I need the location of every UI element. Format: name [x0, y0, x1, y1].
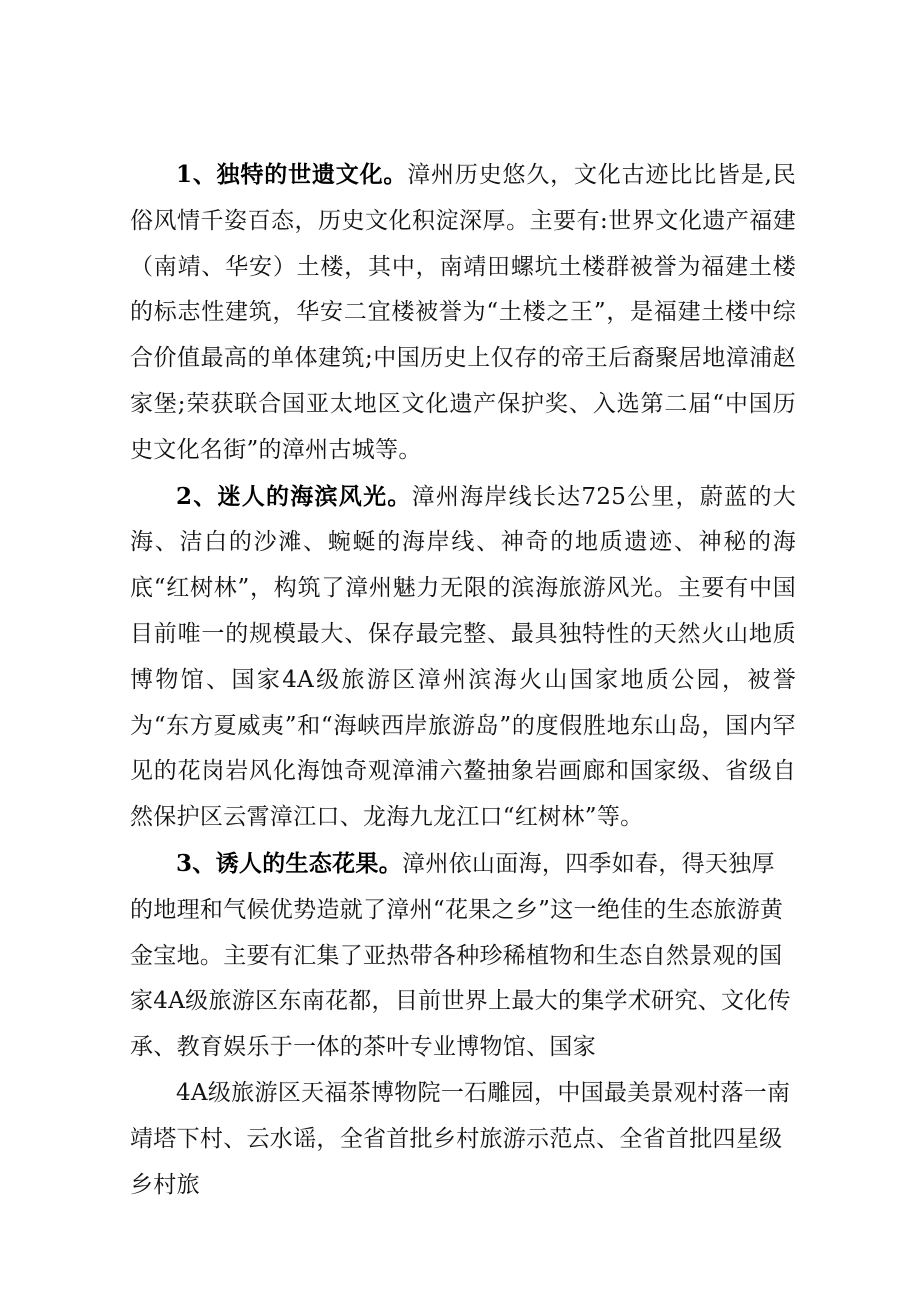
paragraph-coastal-scenery [130, 474, 796, 841]
paragraph-heading: 2、迷人的海滨风光。 [176, 482, 412, 510]
paragraph-text-continued: 4A级旅游区天福茶博物院一石雕园，中国最美景观村落一南靖塔下村、云水谣，全省首批乡村旅游示范点、全省首批四星级乡村旅 [130, 1079, 791, 1198]
paragraph-text: 漳州历史悠久，文化古迹比比皆是,民俗风情千姿百态，历史文化积淀深厚。主要有:世界文化遗产福建（南靖、华安）土楼，其中，南靖田螺坑土楼群被誉为福建土楼的标志性建筑，华安二宜楼被誉为“土楼之王”，是福建土楼中综合价值最高的单体建筑;中国历史上仅存的帝王后裔聚居地漳浦赵家堡;荣获联合国亚太地区文化遗产保护奖、入选第二届“中国历史文化名街”的漳州古城等。 [130, 162, 796, 463]
document-body [130, 152, 796, 1208]
paragraph-heading: 3、诱人的生态花果。 [176, 849, 403, 877]
paragraph-text: 漳州依山面海，四季如春，得天独厚的地理和气候优势造就了漳州“花果之乡”这一绝佳的生态旅游黄金宝地。主要有汇集了亚热带各种珍稀植物和生态自然景观的国家4A级旅游区东南花都，目前世界上最大的集学术研究、文化传承、教育娱乐于一体的茶叶专业博物馆、国家 [130, 850, 791, 1061]
paragraph-text: 漳州海岸线长达725公里，蔚蓝的大海、洁白的沙滩、蜿蜒的海岸线、神奇的地质遗迹、神秘的海底“红树林”，构筑了漳州魅力无限的滨海旅游风光。主要有中国目前唯一的规模最大、保存最完整、最具独特性的天然火山地质博物馆、国家4A级旅游区漳州滨海火山国家地质公园，被誉为“东方夏威夷”和“海峡西岸旅游岛”的度假胜地东山岛，国内罕见的花岗岩风化海蚀奇观漳浦六鳌抽象岩画廊和国家级、省级自然保护区云霄漳江口、龙海九龙江口“红树林”等。 [130, 483, 797, 831]
paragraph-heading: 1、独特的世遗文化。 [176, 161, 408, 188]
paragraph-eco-flowers-fruits [130, 841, 796, 1208]
paragraph-world-heritage [130, 152, 796, 474]
